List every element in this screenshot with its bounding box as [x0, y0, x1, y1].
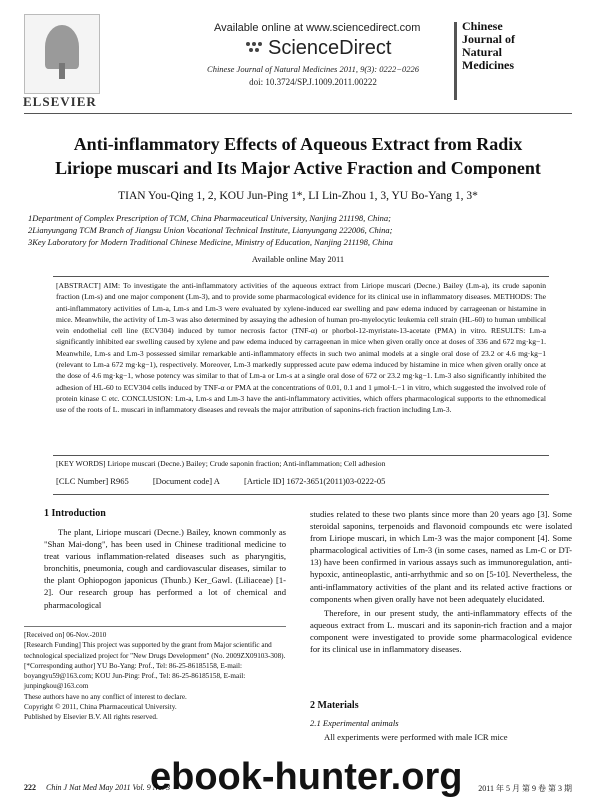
available-online-date: Available online May 2011 — [251, 254, 345, 264]
author-list: TIAN You-Qing 1, 2, KOU Jun-Ping 1*, LI Lin-Zhou 1, 3, YU Bo-Yang 1, 3* — [118, 190, 478, 202]
note-copyright: Copyright © 2011, China Pharmaceutical University. — [24, 703, 177, 712]
elsevier-tree-logo-icon — [24, 14, 100, 94]
affiliation: 3Key Laboratory for Modern Traditional Chinese Medicine, Ministry of Education, Nanjing 211198, China — [28, 237, 393, 247]
body-paragraph: studies related to these two plants since more than 20 years ago [3]. Some steroidal saponins, terpenoids and flavonoid compounds etc were isolated from Liriope muscari, in which Lm-3 was the major component [4]. Some pharmacological activities of Lm-3 (in some cases, named as Lm-C or DT-13) have been confirmed in various assays such as immunoregulation, anti-hypoxic, antineoplastic, anti-arrhythmic and so on [5-10]. Nevertheless, the anti-inflammatory activities of the plant and its related active fractions or components when given orally have not been adequately elucidated. — [310, 509, 572, 604]
publisher-name: ELSEVIER — [23, 94, 97, 109]
journal-title-line: Medicines — [462, 58, 514, 72]
intro-left-column — [44, 526, 286, 613]
abstract-divider — [53, 494, 549, 495]
note-publisher: Published by Elsevier B.V. All rights reserved. — [24, 713, 158, 722]
journal-citation: Chinese Journal of Natural Medicines 2011, 9(3): 0222−0226 — [207, 64, 419, 74]
keywords-text: [KEY WORDS] Liriope muscari (Decne.) Bailey; Crude saponin fraction; Anti-inflammation; Cell adhesion — [56, 459, 386, 468]
note-funding: [Research Funding] This project was supported by the grant from Major scientific and technological specialized project for "New Drugs Development" (No. 2009ZX09103-308). — [24, 641, 286, 660]
note-conflict: These authors have no any conflict of interest to declare. — [24, 692, 187, 701]
title-line-1: Anti-inflammatory Effects of Aqueous Extract from Radix — [73, 134, 523, 154]
footnote-divider — [24, 626, 286, 627]
clc-number: [CLC Number] R965 — [56, 476, 129, 486]
footnotes — [24, 630, 286, 723]
section-heading-materials: 2 Materials — [310, 700, 359, 711]
note-corresponding: [*Corresponding author] YU Bo-Yang: Prof., Tel: 86-25-86185158, E-mail: boyangyu59@163.com; KOU Jun-Ping: Prof., Tel: 86-25-86185158, E-mail: junpingkou@163.com — [24, 661, 246, 691]
sciencedirect-logo-icon — [244, 40, 264, 56]
available-online-text: Available online at www.sciencedirect.com — [214, 22, 421, 34]
section-heading-introduction: 1 Introduction — [44, 508, 106, 519]
body-paragraph: The plant, Liriope muscari (Decne.) Bailey, known commonly as "Shan Mai-dong", has been used in Chinese traditional medicine to treat various inflammation-related diseases such as pharyngitis, bronchitis, pneumonia, cough and cardiovascular diseases, similar to the plant Ophiopogon japonicus (Thunb.) Ker_Gawl. (Liliaceae) [1-2]. Our research group has performed a lot of chemical and pharmacological — [44, 527, 286, 610]
doi-text: doi: 10.3724/SP.J.1009.2011.00222 — [249, 77, 377, 87]
watermark-text: ebook-hunter.org — [150, 756, 463, 798]
journal-title-block — [454, 18, 578, 110]
abstract-text: [ABSTRACT] AIM: To investigate the anti-inflammatory activities of the aqueous extract from Liriope muscari (Decne.) Bailey (Lm-a), its crude saponin fraction (Lm-s) and one major component (Lm-3), and to provide some pharmacological evidence for its clinical use in inflammatory diseases. METHODS: The anti-inflammatory activities of Lm-a, Lm-s and Lm-3 were evaluated by xylene-induced ear swelling and paw edema induced by carrageenan or histamine in mice. Meanwhile, the activity of Lm-3 was also determined by assaying the adhesion of human pro-myelocytic leukemia cell strain (HL-60) to human umbilical vein endothelial cell line (ECV304) induced by tumor necrosis factor (TNF-α) or phorbol-12-myristate-13-acetate (PMA) in vitro. RESULTS: Lm-a significantly inhibited ear swelling caused by xylene and paw edema induced by carrageenan in mice when given orally once at doses of 336 and 672 mg·kg−1. Meanwhile, Lm-s and Lm-3 possessed similar remarkable anti-inflammatory effects in such two animal models at a single oral dose of 23.2 or 4.6 mg·kg−1 (relevant to Lm-a 672 mg·kg−1), respectively. Moreover, Lm-3 markedly suppressed acute paw edema induced by histamine in mice when given orally once at the dose of 4.6 mg·kg−1, whose potency was similar to that of Lm-a or Lm-s at a single oral dose of 672 or 23.2 mg·kg−1. Lm-3 also significantly inhibited the adhesion of HL-60 to ECV304 cells induced by TNF-α or PMA at the concentrations of 0.01, 0.1 and 1 μmol·L−1 in vitro, which suggested the involved role of protein kinase C etc. CONCLUSION: Lm-a, Lm-s and Lm-3 have the anti-inflammatory activities, which offers pharmacological supports to the ethnomedical use of the roots of L. muscari in inflammatory diseases and reveals the major attribution of saponins-rich fraction including Lm-3. — [56, 281, 546, 415]
journal-title-line: Chinese — [462, 19, 503, 33]
materials-text: All experiments were performed with male ICR mice — [324, 732, 508, 742]
document-code: [Document code] A — [152, 476, 220, 486]
paper-title — [24, 132, 572, 180]
footer-journal-cn: 2011 年 5 月 第 9 卷 第 3 期 — [478, 784, 572, 793]
classification-line — [56, 476, 546, 486]
journal-header — [0, 0, 594, 110]
sciencedirect-wordmark: ScienceDirect — [268, 37, 392, 59]
note-received: [Received on] 06-Nov.-2010 — [24, 631, 107, 639]
title-line-2: Liriope muscari and Its Major Active Fraction and Component — [55, 158, 541, 178]
intro-right-column — [310, 508, 572, 657]
header-divider — [24, 113, 572, 114]
affiliation: 1Department of Complex Prescription of TCM, China Pharmaceutical University, Nanjing 211198, China; — [28, 213, 391, 223]
body-paragraph: Therefore, in our present study, the anti-inflammatory effects of the aqueous extract from L. muscari and its saponin-rich fraction and a major component were investigated to provide some pharmacological evidence for its clinical use in inflammatory diseases. — [310, 607, 572, 655]
article-id: [Article ID] 1672-3651(2011)03-0222-05 — [244, 476, 386, 486]
journal-title-line: Journal of — [462, 32, 516, 46]
footer-journal-en: Chin J Nat Med May 2011 Vol. 9 No. 3 — [46, 783, 171, 792]
affiliation: 2Lianyungang TCM Branch of Jiangsu Union Vocational Technical Institute, Lianyungang 222006, China; — [28, 225, 393, 235]
page-number: 222 — [24, 783, 36, 792]
journal-title-line: Natural — [462, 45, 502, 59]
subsection-heading: 2.1 Experimental animals — [310, 718, 399, 728]
